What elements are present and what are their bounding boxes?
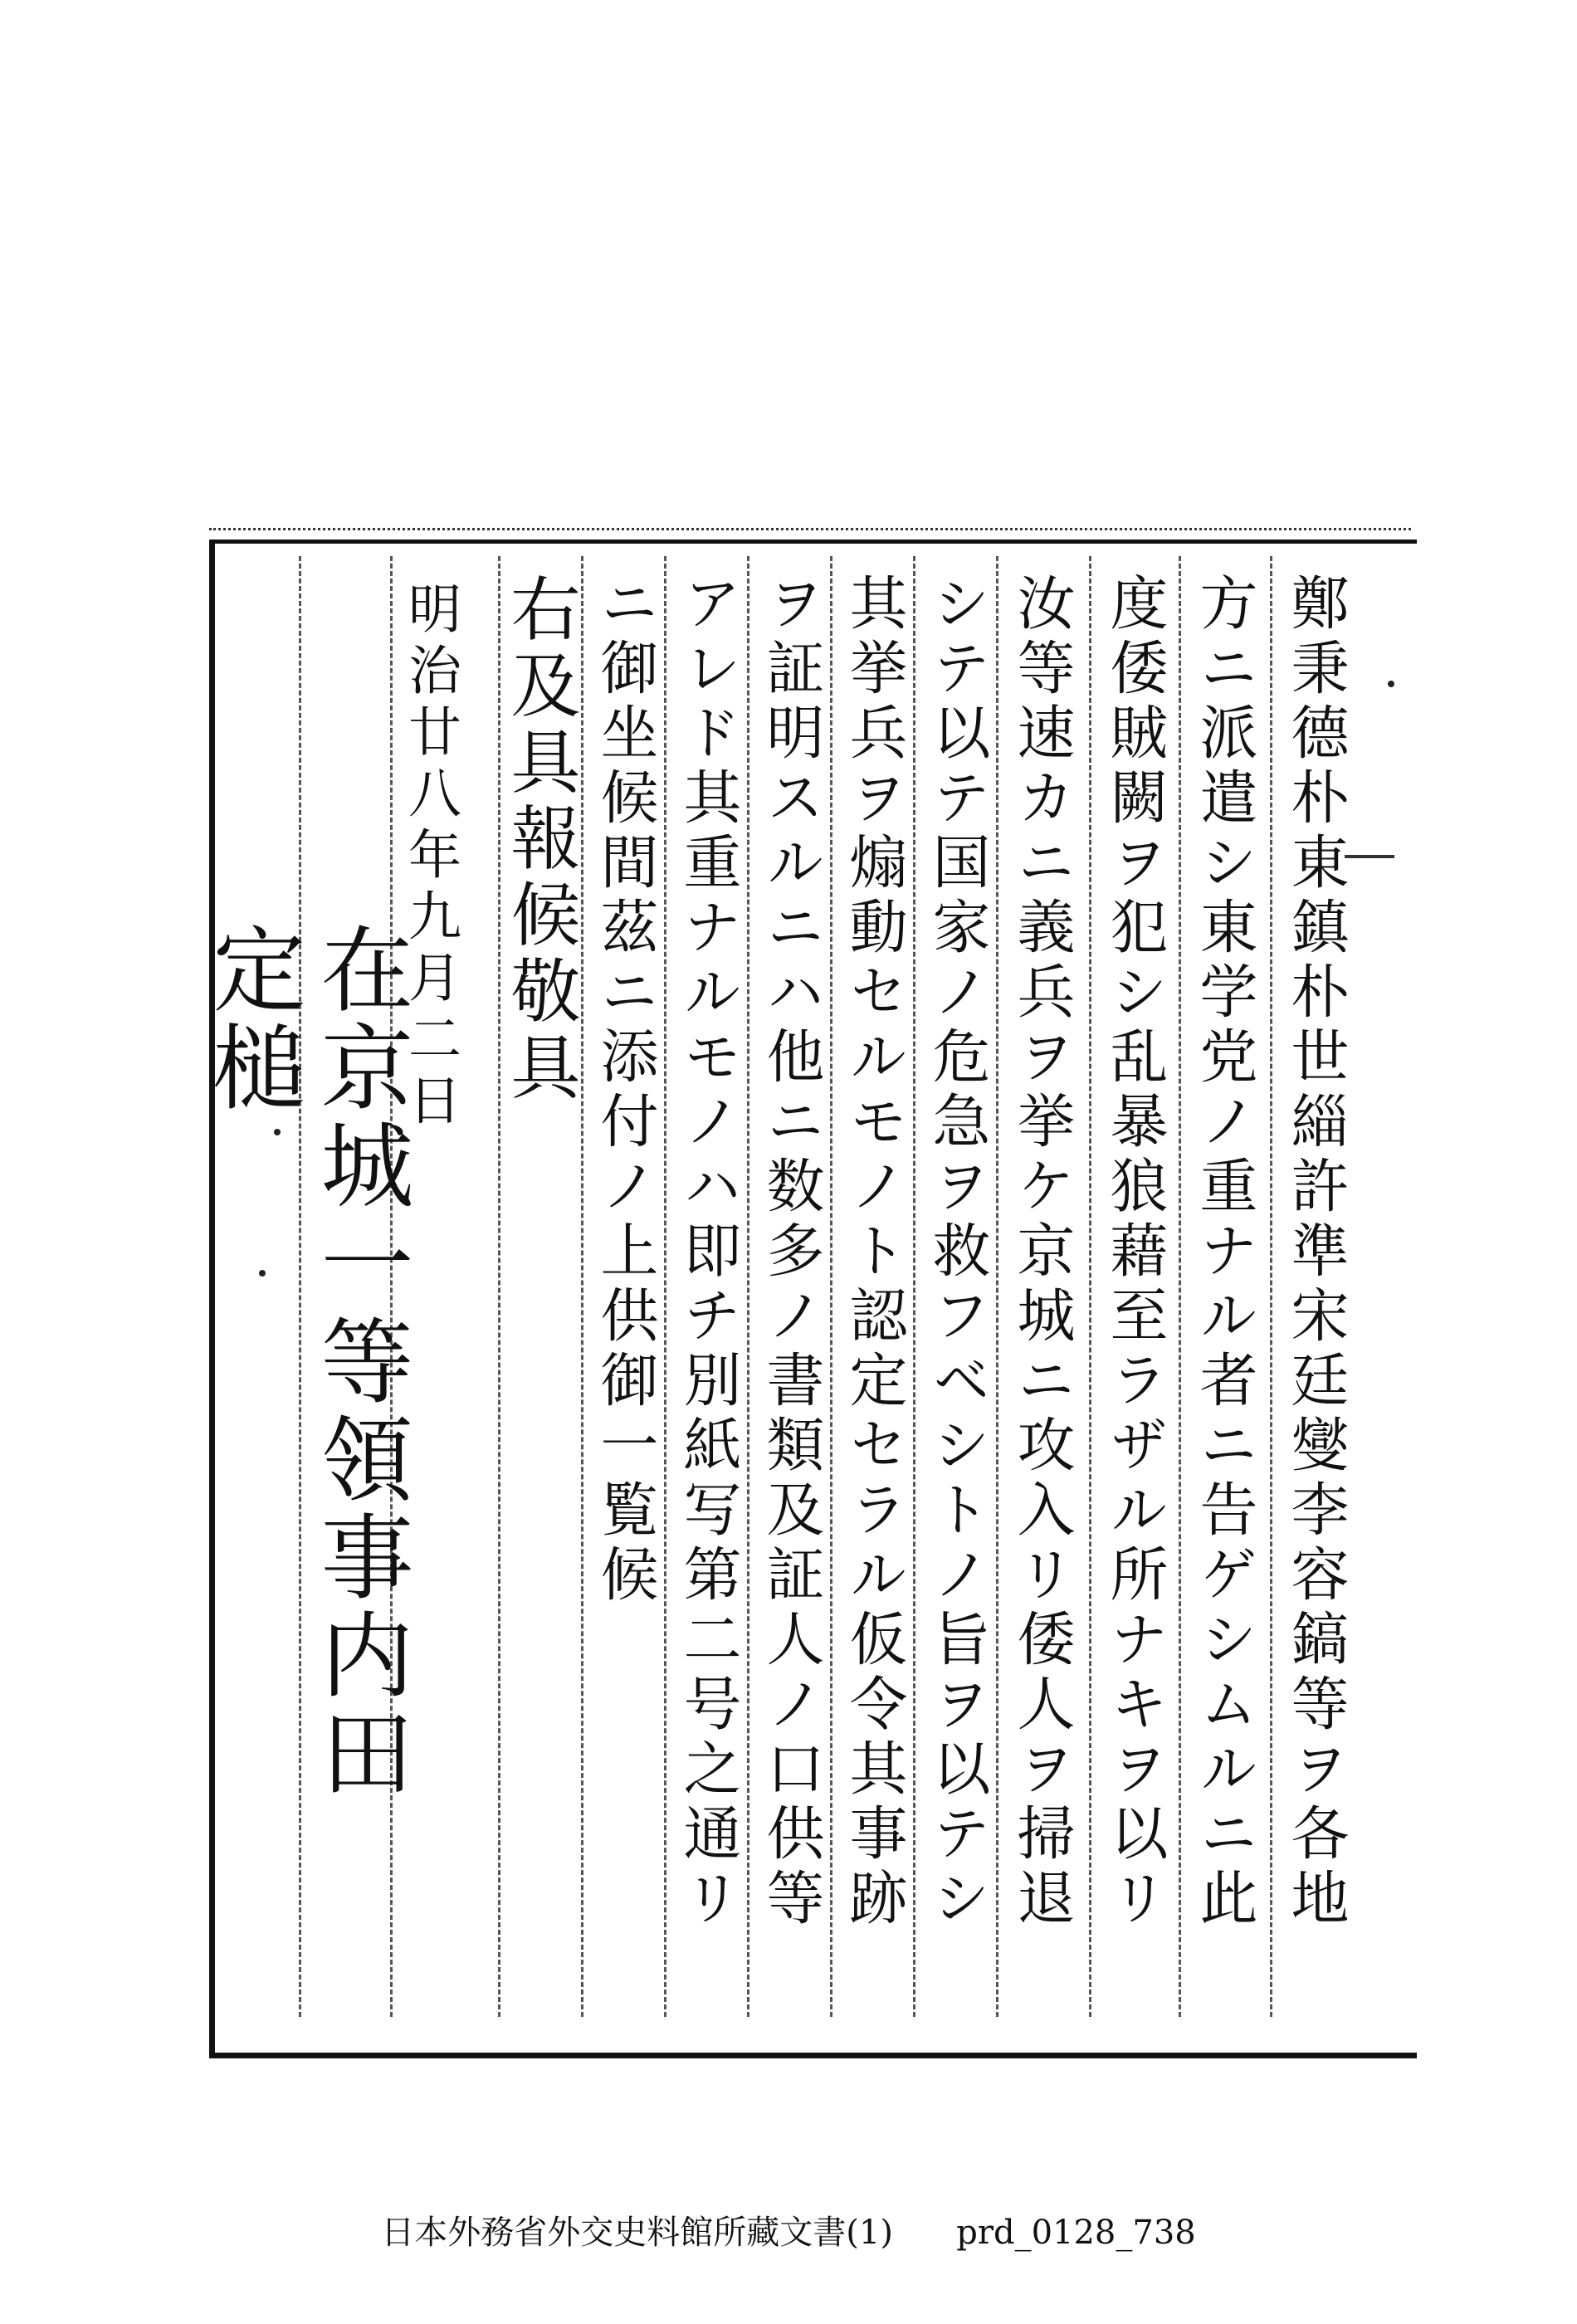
closing-line: 右及具報候敬具 bbox=[500, 573, 581, 1107]
column-rule bbox=[830, 556, 832, 2017]
text-column-2: 方ニ派遣シ東学党ノ重ナル者ニ告ゲシムルニ此 bbox=[1190, 573, 1258, 1932]
column-rule bbox=[913, 556, 915, 2017]
column-rule bbox=[996, 556, 998, 2017]
text-column-6: 其挙兵ヲ煽動セルモノト認定セラル仮令其事跡 bbox=[840, 573, 908, 1932]
column-rule bbox=[747, 556, 749, 2017]
text-column-5: シテ以テ国家ノ危急ヲ救フベシトノ旨ヲ以テシ bbox=[923, 573, 991, 1932]
text-column-8: アレド其重ナルモノハ即チ別紙写第二号之通リ bbox=[674, 573, 742, 1932]
margin-dot bbox=[1388, 681, 1394, 687]
margin-dot bbox=[274, 1129, 281, 1135]
text-column-7: ヲ証明スルニハ他ニ数多ノ書類及証人ノ口供等 bbox=[757, 573, 825, 1932]
column-rule bbox=[664, 556, 666, 2017]
document-code: prd_0128_738 bbox=[956, 2214, 1196, 2252]
margin-dot bbox=[259, 1270, 266, 1277]
column-rule bbox=[581, 556, 583, 2017]
frame-top-border bbox=[209, 528, 1411, 534]
column-rule bbox=[1179, 556, 1181, 2017]
text-column-1: 鄭秉德朴東鎮朴世緇許準宋廷燮李容鎬等ヲ各地 bbox=[1282, 573, 1350, 1932]
text-column-4: 汝等速カニ義兵ヲ挙ケ京城ニ攻入リ倭人ヲ掃退 bbox=[1008, 573, 1076, 1932]
signatory: 在京城一等領事内田定槌 bbox=[198, 921, 413, 1803]
text-column-9: ニ御坐候間茲ニ添付ノ上供御一覧候 bbox=[591, 573, 659, 1609]
page-footer bbox=[0, 2206, 1577, 2253]
column-rule bbox=[299, 556, 301, 2017]
column-rule bbox=[1089, 556, 1091, 2017]
archive-source: 日本外務省外交史料館所藏文書(1) bbox=[381, 2214, 893, 2252]
document-date: 明治廿八年九月二日 bbox=[399, 581, 461, 1134]
column-rule bbox=[1270, 556, 1272, 2017]
text-column-3: 度倭賊闕ヲ犯シ乱暴狼藉至ラザル所ナキヲ以リ bbox=[1101, 573, 1169, 1932]
